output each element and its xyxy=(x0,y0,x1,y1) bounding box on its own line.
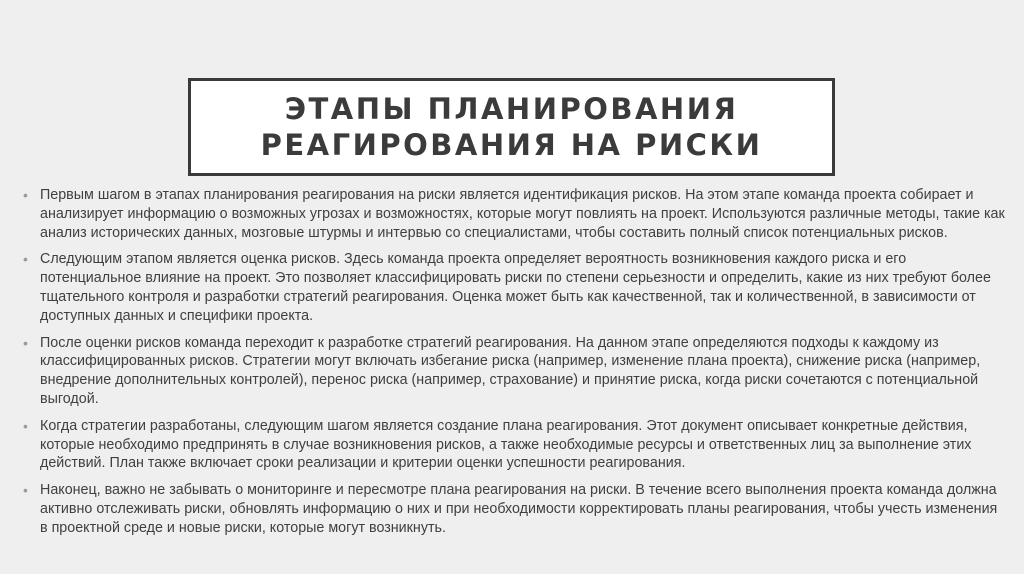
bullet-text: Первым шагом в этапах планирования реагирования на риски является идентификация рисков. На этом этапе команда проекта собирает и анализирует информацию о возможных угрозах и возможностях, которые могут повлиять на проект. Используются различные методы, такие как анализ исторических данных, мозговые штурмы и интервью со специалистами, чтобы составить полный список потенциальных рисков. xyxy=(40,187,1005,241)
bullet-item xyxy=(23,250,1008,325)
bullet-item xyxy=(23,481,1008,537)
bullet-icon: • xyxy=(23,251,28,268)
bullet-text: Когда стратегии разработаны, следующим шагом является создание плана реагирования. Этот документ описывает конкретные действия, которые необходимо предпринять в случае возникновения рисков, а также необходимые ресурсы и ответственных лиц за выполнение этих действий. План также включает сроки реализации и критерии оценки успешности реагирования. xyxy=(40,417,972,472)
bullet-icon: • xyxy=(23,417,28,434)
bullet-icon: • xyxy=(23,334,28,351)
bullet-item xyxy=(23,417,1008,473)
bullet-text: Следующим этапом является оценка рисков. Здесь команда проекта определяет вероятность возникновения каждого риска и его потенциальное влияние на проект. Это позволяет классифицировать риски по степени серьезности и определить, какие из них требуют более тщательного контроля и разработки стратегий реагирования. Оценка может быть как качественной, так и количественной, в зависимости от доступных данных и специфики проекта. xyxy=(40,251,991,324)
bullet-icon: • xyxy=(23,482,28,499)
bullet-icon: • xyxy=(23,187,28,203)
bullet-list xyxy=(23,186,1008,546)
bullet-text: Наконец, важно не забывать о мониторинге и пересмотре плана реагирования на риски. В течение всего выполнения проекта команда должна активно отслеживать риски, обновлять информацию о них и при необходимости корректировать планы реагирования, чтобы учесть изменения в проектной среде и новые риски, которые могут возникнуть. xyxy=(40,482,998,536)
bullet-item xyxy=(23,186,1008,242)
bullet-text: После оценки рисков команда переходит к разработке стратегий реагирования. На данном этапе определяются подходы к каждому из классифицированных рисков. Стратегии могут включать избегание риска (например, изменение плана проекта), снижение риска (например, внедрение дополнительных контролей), перенос риска (например, страхование) и принятие риска, когда риски сочетаются с потенциальной выгодой. xyxy=(40,334,981,407)
bullet-item xyxy=(23,334,1008,409)
slide-title-line-2: РЕАГИРОВАНИЯ НА РИСКИ xyxy=(260,128,763,162)
title-box xyxy=(188,78,835,176)
slide-title-line-1: ЭТАПЫ ПЛАНИРОВАНИЯ xyxy=(284,92,739,126)
